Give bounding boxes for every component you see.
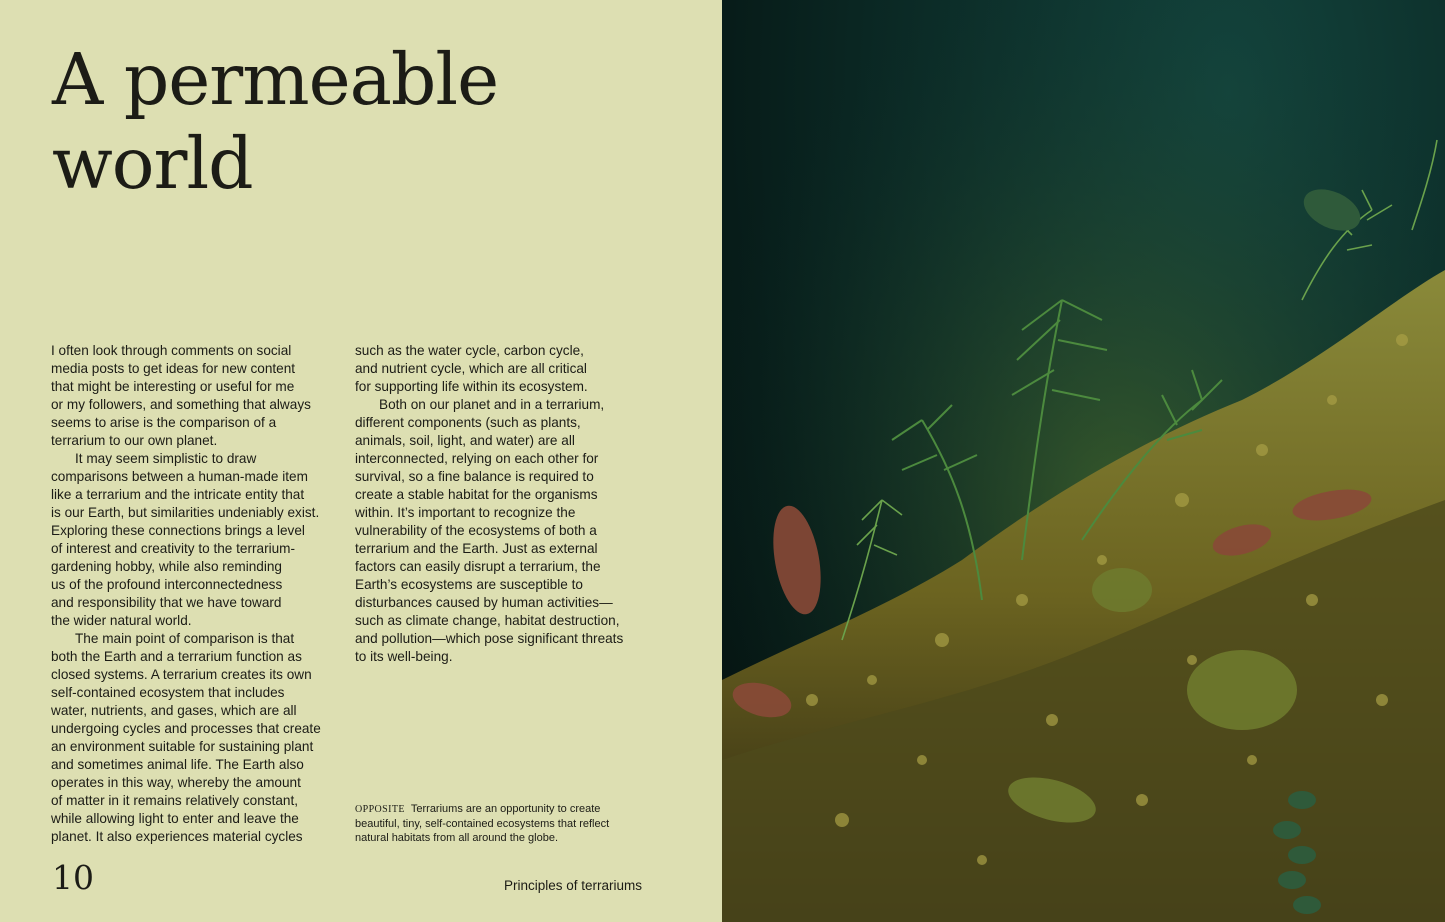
column-1-line: and responsibility that we have toward	[51, 595, 282, 610]
column-1-line: undergoing cycles and processes that create	[51, 721, 321, 736]
column-2-line: and pollution—which pose significant threats	[355, 631, 624, 646]
column-2-line: and nutrient cycle, which are all critical	[355, 361, 587, 376]
column-2-line: such as climate change, habitat destruction,	[355, 613, 620, 628]
column-1-line: and sometimes animal life. The Earth also	[51, 757, 304, 772]
column-2-line: survival, so a fine balance is required to	[355, 469, 594, 484]
column-2-line: for supporting life within its ecosystem.	[355, 379, 588, 394]
column-1-line: or my followers, and something that always	[51, 397, 311, 412]
title-line-1: A permeable	[52, 38, 499, 121]
column-1-line: Exploring these connections brings a level	[51, 523, 305, 538]
column-1-line: I often look through comments on social	[51, 343, 292, 358]
column-2-line: within. It’s important to recognize the	[355, 505, 576, 520]
column-1-line: seems to arise is the comparison of a	[51, 415, 277, 430]
column-1-line: us of the profound interconnectedness	[51, 577, 283, 592]
terrarium-photo	[722, 0, 1445, 922]
column-1-line: operates in this way, whereby the amount	[51, 775, 301, 790]
column-1-line: of interest and creativity to the terrarium-	[51, 541, 296, 556]
column-1-line: terrarium to our own planet.	[51, 433, 218, 448]
body-column-2	[355, 342, 651, 666]
column-2-line: such as the water cycle, carbon cycle,	[355, 343, 584, 358]
column-1-line: media posts to get ideas for new content	[51, 361, 296, 376]
running-footer: Principles of terrariums	[503, 878, 642, 893]
caption-line-1	[355, 802, 655, 817]
terrarium-photo-illustration	[722, 0, 1445, 922]
caption-line-2: beautiful, tiny, self-contained ecosystems that reflect	[355, 818, 610, 830]
column-2-line: create a stable habitat for the organisms	[355, 487, 598, 502]
caption-label: OPPOSITE	[355, 804, 405, 815]
column-1-line: planet. It also experiences material cycles	[51, 829, 303, 844]
column-1-line: an environment suitable for sustaining plant	[51, 739, 314, 754]
column-1-line: the wider natural world.	[51, 613, 192, 628]
column-1-line: self-contained ecosystem that includes	[51, 685, 285, 700]
column-1-line: both the Earth and a terrarium function as	[51, 649, 302, 664]
column-2-line: Earth’s ecosystems are susceptible to	[355, 577, 583, 592]
title-line-2: world	[52, 122, 253, 205]
column-1-line: closed systems. A terrarium creates its own	[51, 667, 312, 682]
column-1-line: like a terrarium and the intricate entity that	[51, 487, 305, 502]
column-2-line: interconnected, relying on each other for	[355, 451, 599, 466]
column-1-line: water, nutrients, and gases, which are all	[51, 703, 297, 718]
column-2-line: different components (such as plants,	[355, 415, 581, 430]
left-page	[0, 0, 722, 922]
column-2-line: terrarium and the Earth. Just as external	[355, 541, 598, 556]
column-1-line: is our Earth, but similarities undeniably exist.	[51, 505, 320, 520]
column-1-line: while allowing light to enter and leave the	[51, 811, 299, 826]
column-2-line: Both on our planet and in a terrarium,	[379, 397, 605, 412]
column-1-line: comparisons between a human-made item	[51, 469, 308, 484]
caption-line-3: natural habitats from all around the globe.	[355, 832, 559, 844]
column-1-line: of matter in it remains relatively constant,	[51, 793, 299, 808]
column-2-line: to its well-being.	[355, 649, 453, 664]
column-2-line: animals, soil, light, and water) are all	[355, 433, 575, 448]
column-2-line: factors can easily disrupt a terrarium, the	[355, 559, 601, 574]
column-1-line: that might be interesting or useful for me	[51, 379, 295, 394]
column-1-line: gardening hobby, while also reminding	[51, 559, 282, 574]
column-1-line: The main point of comparison is that	[75, 631, 295, 646]
photo-caption	[355, 802, 655, 845]
caption-text-1: Terrariums are an opportunity to create	[410, 803, 601, 815]
page-title	[52, 38, 672, 206]
column-2-line: vulnerability of the ecosystems of both a	[355, 523, 597, 538]
column-2-line: disturbances caused by human activities—	[355, 595, 613, 610]
page-number: 10	[52, 858, 94, 897]
body-column-1	[51, 342, 347, 846]
column-1-line: It may seem simplistic to draw	[75, 451, 257, 466]
